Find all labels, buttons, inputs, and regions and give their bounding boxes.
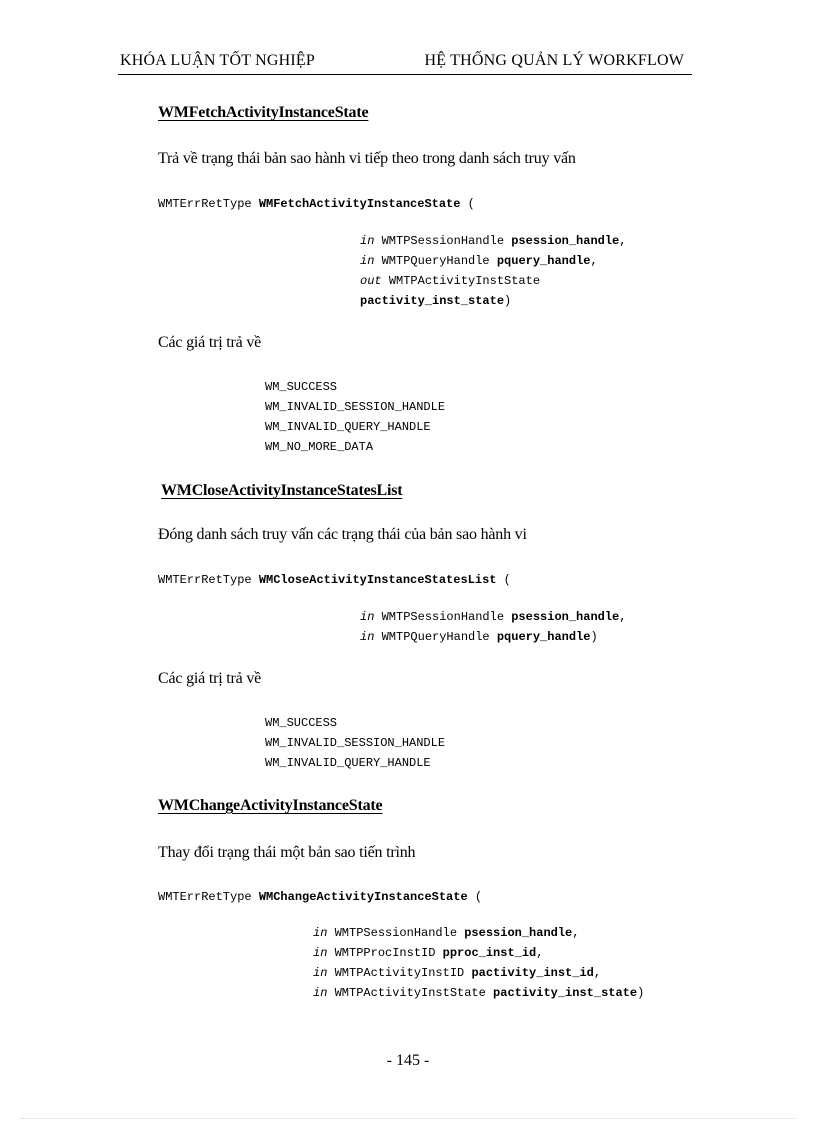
section-description: Thay đổi trạng thái một bản sao tiến trình	[158, 844, 416, 861]
return-values-list	[265, 713, 445, 773]
page-number: - 145 -	[386, 1052, 430, 1069]
header-left-title: KHÓA LUẬN TỐT NGHIỆP	[120, 52, 315, 69]
return-value: WM_NO_MORE_DATA	[265, 440, 374, 454]
parameter: in WMTPActivityInstState pactivity_inst_state)	[313, 986, 645, 1000]
return-value: WM_INVALID_QUERY_HANDLE	[265, 420, 431, 434]
parameter: in WMTPProcInstID pproc_inst_id,	[313, 946, 544, 960]
function-signature: WMTErrRetType WMChangeActivityInstanceState (	[158, 890, 483, 904]
parameter: pactivity_inst_state)	[360, 294, 512, 308]
return-type: WMTErrRetType	[158, 197, 252, 211]
return-value: WM_INVALID_QUERY_HANDLE	[265, 756, 431, 770]
parameter: in WMTPSessionHandle psession_handle,	[360, 610, 627, 624]
open-paren: (	[467, 197, 475, 211]
page-bottom-divider	[20, 1118, 796, 1119]
return-value: WM_INVALID_SESSION_HANDLE	[265, 736, 446, 750]
function-signature: WMTErrRetType WMCloseActivityInstanceStatesList (	[158, 573, 511, 587]
parameter-list	[313, 923, 644, 1003]
parameter-list	[360, 607, 626, 647]
parameter-list	[360, 231, 626, 311]
returns-label: Các giá trị trả về	[158, 670, 262, 687]
parameter: in WMTPSessionHandle psession_handle,	[360, 234, 627, 248]
parameter: in WMTPQueryHandle pquery_handle,	[360, 254, 598, 268]
function-signature	[158, 194, 475, 214]
section-heading: WMFetchActivityInstanceState	[158, 104, 369, 121]
parameter: in WMTPQueryHandle pquery_handle)	[360, 630, 598, 644]
section-heading: WMCloseActivityInstanceStatesList	[161, 482, 403, 499]
return-value: WM_INVALID_SESSION_HANDLE	[265, 400, 446, 414]
return-value: WM_SUCCESS	[265, 716, 338, 730]
header-right-title: HỆ THỐNG QUẢN LÝ WORKFLOW	[424, 52, 684, 69]
parameter: in WMTPActivityInstID pactivity_inst_id,	[313, 966, 602, 980]
return-value: WM_SUCCESS	[265, 380, 338, 394]
function-name: WMFetchActivityInstanceState	[258, 197, 461, 211]
return-values-list	[265, 377, 445, 457]
section-description: Trả về trạng thái bản sao hành vi tiếp theo trong danh sách truy vấn	[158, 150, 576, 167]
parameter: in WMTPSessionHandle psession_handle,	[313, 926, 580, 940]
section-description: Đóng danh sách truy vấn các trạng thái của bản sao hành vi	[158, 526, 527, 543]
page-header	[118, 52, 692, 75]
parameter: out WMTPActivityInstState	[360, 274, 541, 288]
section-heading: WMChangeActivityInstanceState	[158, 797, 383, 814]
returns-label: Các giá trị trả về	[158, 334, 262, 351]
